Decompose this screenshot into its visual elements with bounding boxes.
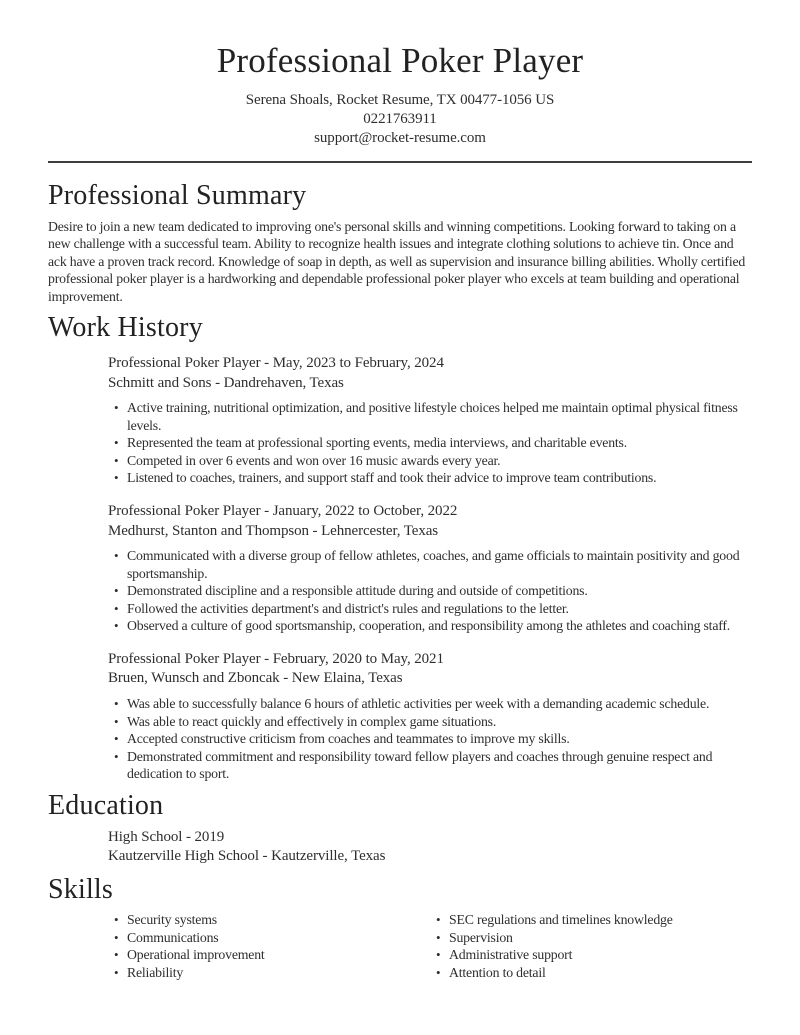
skills-columns bbox=[108, 911, 752, 981]
bullet-item: • Demonstrated commitment and responsibility toward fellow players and coaches through genuine respect and dedication to sport. bbox=[127, 748, 752, 783]
skills-heading: Skills bbox=[48, 873, 114, 905]
job-bullet-list bbox=[108, 547, 752, 635]
job-dates: May, 2023 to February, 2024 bbox=[272, 355, 444, 372]
job-title-line bbox=[108, 650, 752, 670]
separator: - bbox=[260, 503, 273, 519]
job-company-line bbox=[108, 522, 752, 542]
skills-list bbox=[430, 911, 752, 981]
contact-address: Serena Shoals, Rocket Resume, TX 00477-1056 US bbox=[245, 92, 555, 108]
education-entry bbox=[108, 828, 752, 867]
job-bullet-list bbox=[108, 695, 752, 783]
bullet-item: • Accepted constructive criticism from coaches and teammates to improve my skills. bbox=[127, 730, 752, 748]
skills-column-right bbox=[430, 911, 752, 981]
contact-email: support@rocket-resume.com bbox=[314, 130, 486, 146]
job-bullet-list bbox=[108, 399, 752, 487]
education-heading: Education bbox=[48, 789, 164, 821]
job-title: Professional Poker Player bbox=[108, 355, 261, 372]
separator: - bbox=[260, 355, 273, 372]
job-title: Professional Poker Player bbox=[108, 503, 261, 519]
education-school: Kautzerville High School bbox=[108, 848, 259, 865]
contact-phone: 0221763911 bbox=[363, 111, 437, 127]
skill-item: • Security systems bbox=[127, 911, 430, 929]
job-company: Bruen, Wunsch and Zboncak bbox=[108, 670, 280, 687]
separator: - bbox=[211, 374, 224, 391]
job-title: Professional Poker Player bbox=[108, 650, 261, 667]
job-company-line bbox=[108, 374, 752, 394]
job-title-line bbox=[108, 502, 752, 522]
separator: - bbox=[279, 670, 292, 687]
section-skills bbox=[48, 873, 752, 981]
bullet-item: • Competed in over 6 events and won over 16 music awards every year. bbox=[127, 452, 752, 470]
bullet-item: • Was able to successfully balance 6 hours of athletic activities per week with a demanding academic schedule. bbox=[127, 695, 752, 713]
education-degree: High School bbox=[108, 828, 183, 845]
job-title-line bbox=[108, 354, 752, 374]
bullet-item: • Represented the team at professional sporting events, media interviews, and charitable events. bbox=[127, 434, 752, 452]
bullet-item: • Was able to react quickly and effectively in complex game situations. bbox=[127, 713, 752, 731]
bullet-item: • Observed a culture of good sportsmanship, cooperation, and responsibility among the athletes and coaching staff. bbox=[127, 617, 752, 635]
job-location: New Elaina, Texas bbox=[291, 670, 403, 687]
skill-item: • Attention to detail bbox=[449, 964, 752, 982]
separator: - bbox=[182, 828, 195, 845]
skill-item: • Operational improvement bbox=[127, 946, 430, 964]
job-entry bbox=[108, 650, 752, 783]
job-dates: February, 2020 to May, 2021 bbox=[272, 650, 444, 667]
education-degree-line bbox=[108, 828, 752, 848]
work-history-heading: Work History bbox=[48, 312, 203, 344]
skill-item: • Supervision bbox=[449, 929, 752, 947]
bullet-item: • Active training, nutritional optimization, and positive lifestyle choices helped me maintain optimal physical fitness levels. bbox=[127, 399, 752, 434]
separator: - bbox=[260, 650, 273, 667]
page-title: Professional Poker Player bbox=[216, 41, 584, 80]
job-company-line bbox=[108, 669, 752, 689]
skill-item: • Reliability bbox=[127, 964, 430, 982]
skills-list bbox=[108, 911, 430, 981]
section-education bbox=[48, 789, 752, 867]
skill-item: • Communications bbox=[127, 929, 430, 947]
summary-heading: Professional Summary bbox=[48, 180, 307, 211]
section-professional-summary bbox=[48, 179, 752, 305]
job-entry bbox=[108, 354, 752, 487]
bullet-item: • Listened to coaches, trainers, and support staff and took their advice to improve team contributions. bbox=[127, 469, 752, 487]
skill-item: • SEC regulations and timelines knowledge bbox=[449, 911, 752, 929]
job-location: Dandrehaven, Texas bbox=[223, 374, 344, 391]
education-location: Kautzerville, Texas bbox=[271, 848, 386, 865]
header-divider bbox=[48, 161, 752, 163]
separator: - bbox=[308, 522, 322, 539]
education-school-line bbox=[108, 847, 752, 867]
job-location: Lehnercester, Texas bbox=[321, 522, 439, 539]
skill-item: • Administrative support bbox=[449, 946, 752, 964]
bullet-item: • Communicated with a diverse group of fellow athletes, coaches, and game officials to maintain positivity and good sportsmanship. bbox=[127, 547, 752, 582]
skills-column-left bbox=[108, 911, 430, 981]
job-company: Schmitt and Sons bbox=[108, 374, 212, 391]
bullet-item: • Demonstrated discipline and a responsible attitude during and outside of competitions. bbox=[127, 582, 752, 600]
job-entry bbox=[108, 502, 752, 635]
job-dates: January, 2022 to October, 2022 bbox=[272, 503, 458, 519]
education-year: 2019 bbox=[194, 828, 225, 845]
contact-block bbox=[48, 91, 752, 148]
section-work-history bbox=[48, 311, 752, 783]
separator: - bbox=[258, 848, 272, 865]
bullet-item: • Followed the activities department's and district's rules and regulations to the letter. bbox=[127, 600, 752, 618]
job-company: Medhurst, Stanton and Thompson bbox=[108, 522, 309, 539]
summary-text: Desire to join a new team dedicated to improving one's personal skills and winning competitions. Looking forward to taking on a new challenge with a successful team. Ability to recognize health issues and integrate clothing solutions to achieve tin. Once and ack have a proven track record. Knowledge of soap in depth, as well as supervision and insurance billing abilities. Wholly certified professional poker player is a hardworking and dependable professional poker player who excels at team building and operational improvement. bbox=[48, 219, 746, 304]
